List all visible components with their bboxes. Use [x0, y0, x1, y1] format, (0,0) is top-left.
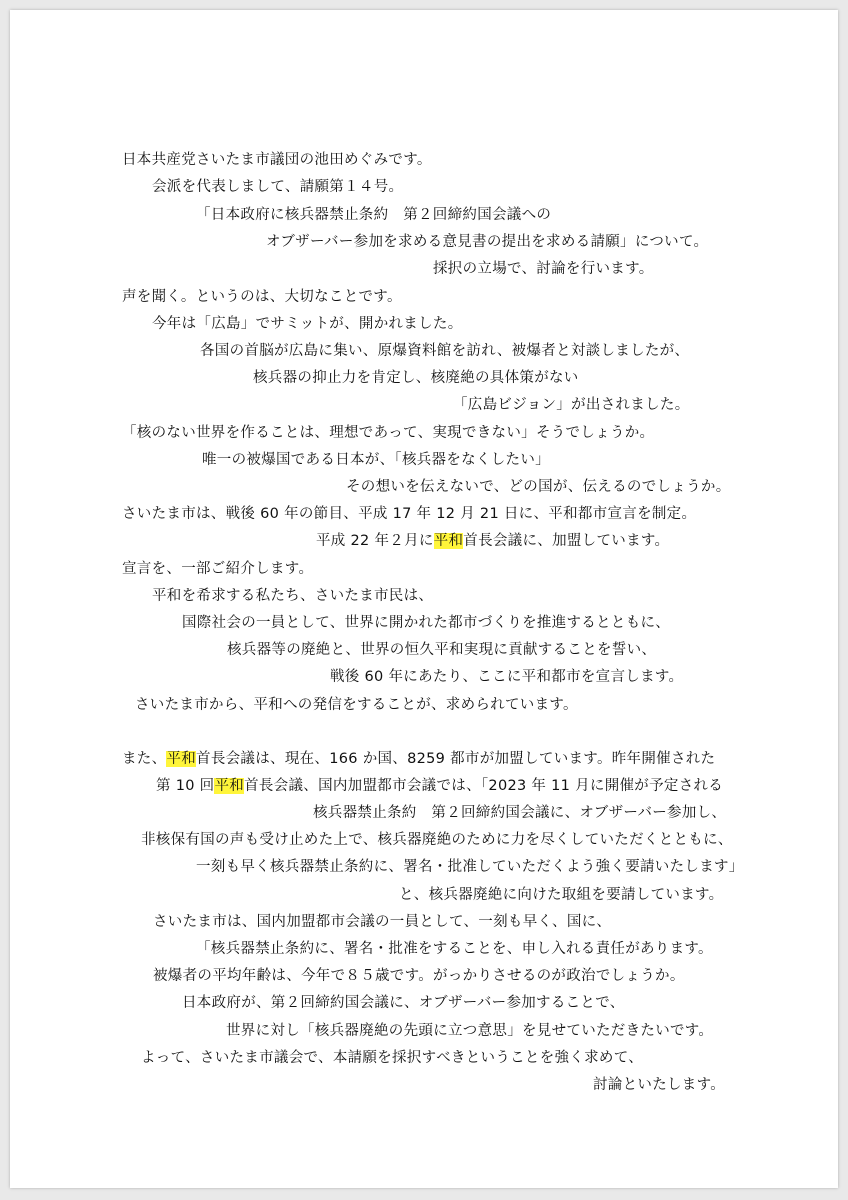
- text-line: さいたま市は、戦後 60 年の節目、平成 17 年 12 月 21 日に、平和都市宣言を制定。: [122, 506, 697, 522]
- text-segment: 平成 22 年２月に: [316, 533, 434, 549]
- text-line: さいたま市は、国内加盟都市会議の一員として、一刻も早く、国に、: [153, 914, 612, 930]
- text-line: 今年は「広島」でサミットが、開かれました。: [152, 316, 463, 332]
- text-line: と、核兵器廃絶に向けた取組を要請しています。: [399, 887, 724, 903]
- text-segment: 首長会議は、現在、166 か国、8259 都市が加盟しています。昨年開催された: [196, 751, 716, 767]
- text-line: 宣言を、一部ご紹介します。: [122, 561, 314, 577]
- text-line: 声を聞く。というのは、大切なことです。: [122, 289, 402, 305]
- text-line: 世界に対し「核兵器廃絶の先頭に立つ意思」を見せていただきたいです。: [226, 1023, 714, 1039]
- text-segment: 第 10 回: [156, 778, 215, 794]
- text-line: 核兵器の抑止力を肯定し、核廃絶の具体策がない: [253, 370, 579, 386]
- text-line-with-highlight: [316, 531, 669, 551]
- text-line: 「広島ビジョン」が出されました。: [453, 397, 690, 413]
- text-line: よって、さいたま市議会で、本請願を採択すべきということを強く求めて、: [141, 1050, 644, 1066]
- highlighted-word: 平和: [166, 751, 197, 767]
- text-line: 一刻も早く核兵器禁止条約に、署名・批准していただくよう強く要請いたします」: [196, 859, 744, 875]
- declaration-line: 国際社会の一員として、世界に開かれた都市づくりを推進するとともに、: [182, 615, 671, 631]
- text-line: 核兵器禁止条約 第２回締約国会議に、オブザーバー参加し、: [313, 805, 727, 821]
- declaration-line: 平和を希求する私たち、さいたま市民は、: [152, 588, 434, 604]
- text-line: さいたま市から、平和への発信をすることが、求められています。: [135, 697, 578, 713]
- highlighted-word: 平和: [433, 533, 464, 549]
- text-line: 非核保有国の声も受け止めた上で、核兵器廃絶のために力を尽くしていただくとともに、: [141, 832, 733, 848]
- petition-title-line-1: 「日本政府に核兵器禁止条約 第２回締約国会議への: [196, 207, 552, 223]
- petition-number-line: 会派を代表しまして、請願第１４号。: [152, 179, 404, 195]
- document-page: [10, 10, 838, 1188]
- text-line: 「核兵器禁止条約に、署名・批准をすることを、申し入れる責任があります。: [196, 941, 713, 957]
- declaration-line: 核兵器等の廃絶と、世界の恒久平和実現に貢献することを誓い、: [227, 642, 657, 658]
- text-line-with-highlight: [122, 749, 715, 769]
- text-segment: 首長会議、国内加盟都市会議では、「2023 年 11 月に開催が予定される: [244, 778, 724, 794]
- position-line: 採択の立場で、討論を行います。: [433, 261, 654, 277]
- text-line: 「核のない世界を作ることは、理想であって、実現できない」そうでしょうか。: [122, 425, 655, 441]
- text-line-with-highlight: [156, 776, 723, 796]
- highlighted-word: 平和: [214, 778, 245, 794]
- petition-title-line-2: オブザーバー参加を求める意見書の提出を求める請願」について。: [266, 234, 709, 250]
- text-line: 日本政府が、第２回締約国会議に、オブザーバー参加することで、: [182, 995, 625, 1011]
- declaration-line: 戦後 60 年にあたり、ここに平和都市を宣言します。: [330, 669, 684, 685]
- closing-line: 討論といたします。: [593, 1077, 726, 1093]
- text-line: 唯一の被爆国である日本が、「核兵器をなくしたい」: [202, 452, 550, 468]
- text-line: 各国の首脳が広島に集い、原爆資料館を訪れ、被爆者と対談しましたが、: [200, 343, 690, 359]
- text-segment: 首長会議に、加盟しています。: [463, 533, 670, 549]
- text-segment: また、: [122, 751, 167, 767]
- speaker-intro-line: 日本共産党さいたま市議団の池田めぐみです。: [122, 152, 432, 168]
- text-line: 被爆者の平均年齢は、今年で８５歳です。がっかりさせるのが政治でしょうか。: [153, 968, 685, 984]
- text-line: その想いを伝えないで、どの国が、伝えるのでしょうか。: [346, 479, 731, 495]
